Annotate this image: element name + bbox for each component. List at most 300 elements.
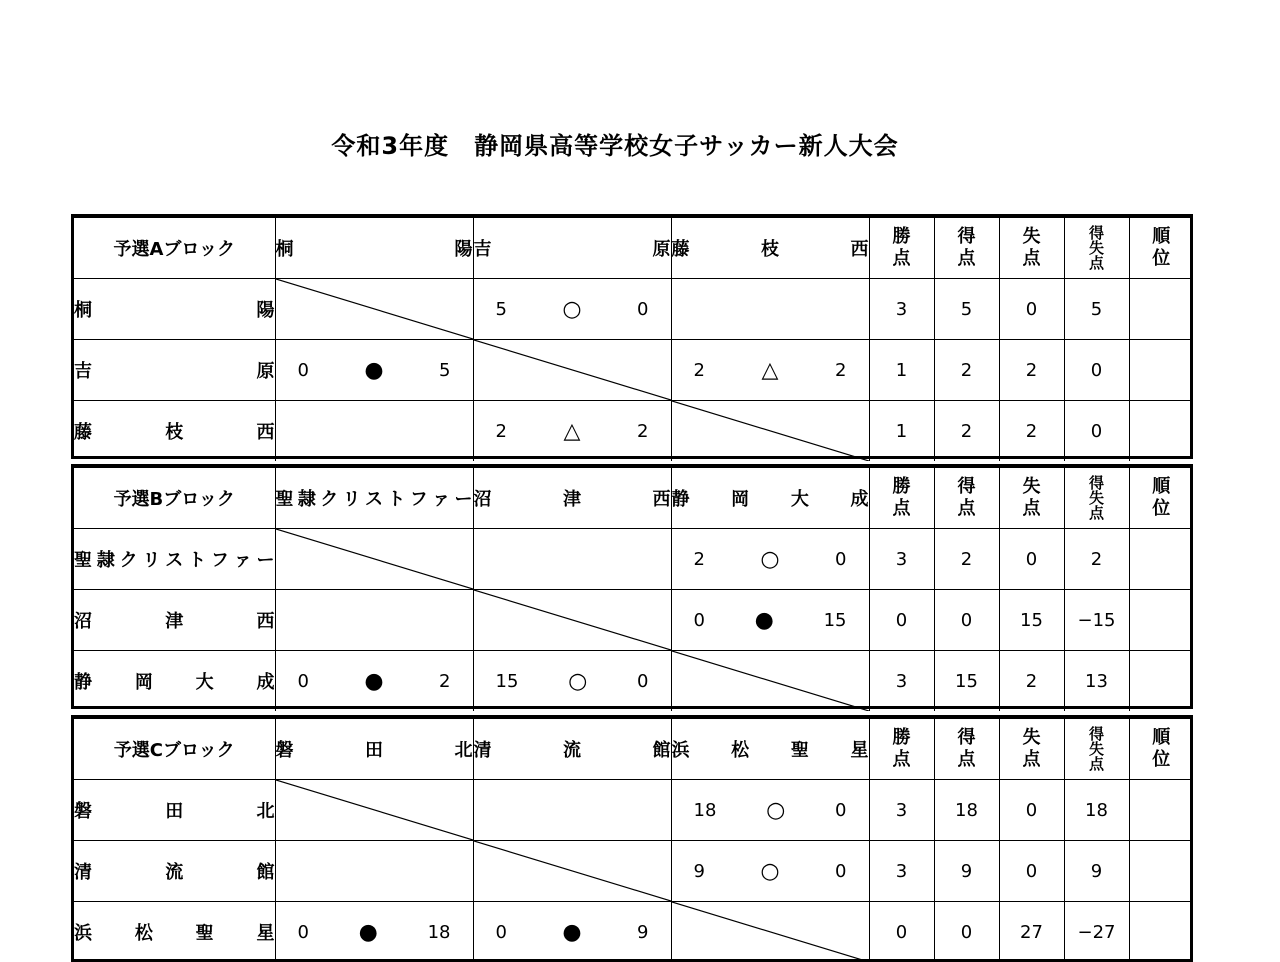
team-name [474, 235, 671, 261]
diagonal-line [672, 401, 869, 461]
stat-header-char: 得 [1088, 223, 1104, 242]
stat-gf: 9 [934, 841, 999, 902]
stat-header-points [869, 719, 934, 780]
match-result-cell [671, 529, 869, 590]
team-name-char: 磐 [74, 801, 92, 822]
stat-points: 3 [869, 841, 934, 902]
stat-gf: 2 [934, 529, 999, 590]
team-name [74, 357, 275, 383]
score-left: 2 [693, 548, 705, 570]
league-table [74, 467, 1193, 711]
self-match-cell [671, 651, 869, 712]
score-left: 2 [495, 420, 507, 442]
stat-header-rank [1129, 218, 1193, 279]
team-cell [74, 401, 275, 462]
stat-header-char: 勝 [892, 476, 911, 497]
team-name-char: リ [142, 550, 161, 571]
stat-points: 3 [869, 651, 934, 712]
diagonal-line [672, 651, 869, 711]
team-name [276, 736, 473, 762]
stat-ga: 2 [999, 401, 1064, 462]
stat-header-char: 点 [892, 498, 911, 519]
stat-header-char: 順 [1152, 226, 1171, 247]
result-symbol: ● [358, 919, 378, 945]
self-match-cell [671, 401, 869, 462]
team-name [74, 797, 275, 823]
stat-rank [1129, 401, 1193, 462]
team-name-char: 成 [256, 672, 275, 693]
self-match-cell [275, 780, 473, 841]
self-match-cell [275, 529, 473, 590]
team-name-char: ス [365, 489, 383, 510]
empty-cell [275, 590, 473, 651]
stat-points: 0 [869, 590, 934, 651]
table-row [74, 279, 1193, 340]
match-result [276, 669, 473, 694]
opponent-header [671, 218, 869, 279]
stat-gd: 13 [1064, 651, 1129, 712]
stat-header-goals_for [934, 468, 999, 529]
score-right: 15 [823, 609, 847, 631]
stat-header-goal_diff [1064, 468, 1129, 529]
table-row [74, 902, 1193, 962]
team-name-char: 吉 [473, 239, 492, 260]
opponent-header [275, 468, 473, 529]
team-name-char: 聖 [74, 550, 92, 571]
stat-ga: 0 [999, 841, 1064, 902]
team-name-char: ァ [233, 550, 252, 571]
stat-rank [1129, 902, 1193, 962]
stat-ga: 0 [999, 529, 1064, 590]
stat-rank [1129, 590, 1193, 651]
match-result-cell [473, 651, 671, 712]
stat-gd: 5 [1064, 279, 1129, 340]
score-right: 2 [439, 670, 451, 692]
score-right: 0 [637, 670, 649, 692]
team-name [276, 235, 473, 261]
team-cell [74, 841, 275, 902]
match-result [672, 608, 869, 633]
team-name-char: 松 [731, 740, 750, 761]
result-symbol: ● [364, 668, 384, 694]
score-left: 0 [297, 921, 309, 943]
team-name-char: 静 [74, 672, 92, 693]
team-name-char: 津 [563, 489, 581, 510]
team-name-char: ク [119, 550, 138, 571]
opponent-header [275, 719, 473, 780]
opponent-header [275, 218, 473, 279]
team-name-char: ト [188, 550, 207, 571]
team-name-char: 西 [256, 611, 275, 632]
team-name [672, 736, 869, 762]
score-right: 0 [637, 298, 649, 320]
match-result [672, 547, 869, 572]
self-match-cell [275, 279, 473, 340]
team-name-char: 枝 [761, 239, 779, 260]
stat-header-char: 点 [957, 498, 976, 519]
team-name-char: 磐 [275, 740, 294, 761]
score-right: 2 [835, 359, 847, 381]
result-symbol: ● [754, 607, 774, 633]
table-row [74, 780, 1193, 841]
team-name-char: ト [387, 489, 406, 510]
diagonal-line [276, 279, 473, 339]
score-right: 0 [835, 860, 847, 882]
stat-gd: 0 [1064, 401, 1129, 462]
team-name-char: 聖 [790, 740, 809, 761]
match-result [276, 358, 473, 383]
score-left: 0 [693, 609, 705, 631]
stat-rank [1129, 651, 1193, 712]
team-cell [74, 651, 275, 712]
team-name-char: 沼 [473, 489, 492, 510]
score-left: 0 [297, 359, 309, 381]
result-symbol: ○ [562, 296, 582, 322]
team-name-char: 沼 [74, 611, 92, 632]
diagonal-line [276, 529, 473, 589]
empty-cell [275, 841, 473, 902]
score-left: 9 [693, 860, 705, 882]
stat-header-char: 点 [1022, 498, 1041, 519]
empty-cell [275, 401, 473, 462]
stat-ga: 0 [999, 279, 1064, 340]
team-name-char: 原 [256, 361, 275, 382]
team-name-char: 田 [165, 801, 184, 822]
block-b [71, 464, 1193, 709]
team-name-char: 原 [652, 239, 671, 260]
stat-gd: −15 [1064, 590, 1129, 651]
stat-header-char: 点 [1088, 253, 1104, 272]
stat-header-char: 点 [957, 749, 976, 770]
stat-gf: 2 [934, 401, 999, 462]
team-name-char: 聖 [275, 489, 294, 510]
team-name-char: 陽 [256, 300, 275, 321]
team-name [474, 485, 671, 511]
team-name-char: 陽 [454, 239, 473, 260]
score-right: 0 [835, 548, 847, 570]
stat-rank [1129, 529, 1193, 590]
match-result-cell [473, 401, 671, 462]
stat-ga: 2 [999, 651, 1064, 712]
stat-header-goals_against [999, 719, 1064, 780]
diagonal-line [474, 340, 671, 400]
stat-gd: 0 [1064, 340, 1129, 401]
match-result-cell [671, 590, 869, 651]
team-name-char: 田 [365, 740, 383, 761]
match-result-cell [275, 340, 473, 401]
team-cell [74, 780, 275, 841]
team-name [74, 296, 275, 322]
team-name-char: 西 [850, 239, 869, 260]
stat-gf: 5 [934, 279, 999, 340]
stat-header-rank [1129, 468, 1193, 529]
stat-header-goal_diff [1064, 218, 1129, 279]
stat-points: 1 [869, 340, 934, 401]
result-symbol: ○ [760, 858, 780, 884]
team-name-char: 成 [850, 489, 869, 510]
team-name-char: 北 [454, 740, 473, 761]
match-result [672, 859, 869, 884]
stat-header-char: 得 [957, 727, 976, 748]
team-name-char: ー [256, 550, 275, 571]
match-result [474, 297, 671, 322]
team-name [474, 736, 671, 762]
league-table [74, 718, 1193, 962]
stat-gd: 18 [1064, 780, 1129, 841]
score-right: 5 [439, 359, 451, 381]
stat-header-char: 失 [1022, 476, 1041, 497]
stat-header-char: 点 [892, 248, 911, 269]
stat-ga: 0 [999, 780, 1064, 841]
team-cell [74, 279, 275, 340]
score-right: 0 [835, 799, 847, 821]
result-symbol: ○ [568, 668, 588, 694]
empty-cell [473, 529, 671, 590]
score-right: 2 [637, 420, 649, 442]
team-name-char: 藤 [74, 422, 92, 443]
header-row [74, 468, 1193, 529]
stat-gd: −27 [1064, 902, 1129, 962]
stat-gf: 18 [934, 780, 999, 841]
team-name [74, 546, 275, 572]
team-name-char: 吉 [74, 361, 92, 382]
table-row [74, 340, 1193, 401]
team-name [74, 418, 275, 444]
stat-header-char: 位 [1152, 498, 1171, 519]
team-name-char: ク [320, 489, 339, 510]
diagonal-line [474, 841, 671, 901]
team-name-char: ァ [432, 489, 451, 510]
stat-gd: 2 [1064, 529, 1129, 590]
stat-header-char: 位 [1152, 248, 1171, 269]
stat-header-char: 位 [1152, 749, 1171, 770]
team-name-char: 浜 [74, 923, 92, 944]
match-result-cell [275, 651, 473, 712]
table-row [74, 401, 1193, 462]
result-symbol: ● [562, 919, 582, 945]
team-name-char: 聖 [195, 923, 214, 944]
team-name-char: 岡 [731, 489, 750, 510]
team-name-char: 浜 [671, 740, 690, 761]
team-name-char: 清 [74, 862, 92, 883]
self-match-cell [473, 841, 671, 902]
team-name-char: 北 [256, 801, 275, 822]
stat-points: 3 [869, 780, 934, 841]
stat-header-char: 失 [1022, 226, 1041, 247]
stat-header-char: 点 [1022, 248, 1041, 269]
team-name [74, 919, 275, 945]
opponent-header [473, 468, 671, 529]
block-name: 予選Aブロック [74, 218, 275, 279]
match-result-cell [473, 902, 671, 962]
self-match-cell [473, 340, 671, 401]
team-name-char: 桐 [74, 300, 92, 321]
stat-rank [1129, 340, 1193, 401]
block-a [71, 214, 1193, 459]
stat-header-char: 失 [1022, 727, 1041, 748]
stat-header-goals_for [934, 218, 999, 279]
result-symbol: △ [761, 357, 779, 383]
match-result [474, 920, 671, 945]
stat-rank [1129, 279, 1193, 340]
header-row [74, 218, 1193, 279]
team-name-char: 隷 [96, 550, 115, 571]
stat-points: 3 [869, 529, 934, 590]
stat-rank [1129, 780, 1193, 841]
diagonal-line [672, 902, 869, 962]
stat-points: 1 [869, 401, 934, 462]
team-cell [74, 529, 275, 590]
block-c [71, 715, 1193, 962]
team-name-char: フ [409, 489, 428, 510]
team-name [276, 485, 473, 511]
team-name-char: 大 [790, 489, 809, 510]
stat-points: 0 [869, 902, 934, 962]
stat-header-points [869, 218, 934, 279]
stat-gf: 15 [934, 651, 999, 712]
team-name-char: 岡 [134, 672, 153, 693]
league-table [74, 217, 1193, 461]
stat-header-goal_diff [1064, 719, 1129, 780]
team-cell [74, 590, 275, 651]
team-name-char: リ [342, 489, 361, 510]
match-result-cell [275, 902, 473, 962]
page-title: 令和3年度 静岡県高等学校女子サッカー新人大会 [331, 132, 899, 160]
team-name-char: 館 [256, 862, 275, 883]
stat-gd: 9 [1064, 841, 1129, 902]
team-name-char: 流 [165, 862, 184, 883]
score-right: 9 [637, 921, 649, 943]
match-result-cell [671, 340, 869, 401]
score-left: 15 [495, 670, 519, 692]
empty-cell [473, 780, 671, 841]
match-result [672, 798, 869, 823]
team-name-char: 枝 [165, 422, 184, 443]
stat-header-char: 点 [1088, 754, 1104, 773]
team-name-char: 星 [256, 923, 275, 944]
stat-gf: 0 [934, 590, 999, 651]
team-name-char: 星 [850, 740, 869, 761]
team-name [74, 858, 275, 884]
stat-header-char: 得 [1088, 724, 1104, 743]
table-row [74, 590, 1193, 651]
team-name [672, 235, 869, 261]
stat-header-char: 失 [1088, 488, 1104, 507]
team-name-char: 隷 [297, 489, 316, 510]
match-result [672, 358, 869, 383]
stat-gf: 0 [934, 902, 999, 962]
diagonal-line [276, 780, 473, 840]
diagonal-line [474, 590, 671, 650]
block-name: 予選Cブロック [74, 719, 275, 780]
opponent-header [671, 719, 869, 780]
team-name-char: ー [454, 489, 473, 510]
team-name [74, 607, 275, 633]
team-name-char: 静 [671, 489, 690, 510]
team-cell [74, 902, 275, 962]
team-name-char: 館 [652, 740, 671, 761]
stat-header-char: 失 [1088, 238, 1104, 257]
stat-header-char: 順 [1152, 476, 1171, 497]
stat-ga: 27 [999, 902, 1064, 962]
match-result-cell [671, 841, 869, 902]
team-cell [74, 340, 275, 401]
match-result-cell [473, 279, 671, 340]
header-row [74, 719, 1193, 780]
score-left: 0 [495, 921, 507, 943]
team-name-char: 大 [195, 672, 214, 693]
stat-rank [1129, 841, 1193, 902]
team-name-char: 松 [134, 923, 153, 944]
score-right: 18 [427, 921, 451, 943]
stat-header-char: 勝 [892, 727, 911, 748]
team-name [672, 485, 869, 511]
block-name: 予選Bブロック [74, 468, 275, 529]
stat-header-char: 点 [1022, 749, 1041, 770]
opponent-header [473, 218, 671, 279]
team-name-char: 津 [165, 611, 184, 632]
table-row [74, 651, 1193, 712]
self-match-cell [473, 590, 671, 651]
stat-header-char: 勝 [892, 226, 911, 247]
stat-header-char: 得 [957, 226, 976, 247]
stat-header-goals_against [999, 218, 1064, 279]
empty-cell [671, 279, 869, 340]
stat-header-goals_against [999, 468, 1064, 529]
stat-header-char: 失 [1088, 739, 1104, 758]
result-symbol: △ [563, 418, 581, 444]
table-row [74, 529, 1193, 590]
opponent-header [671, 468, 869, 529]
stat-ga: 15 [999, 590, 1064, 651]
stat-header-rank [1129, 719, 1193, 780]
stat-header-points [869, 468, 934, 529]
team-name-char: 清 [473, 740, 492, 761]
stat-header-char: 得 [1088, 473, 1104, 492]
match-result [474, 419, 671, 444]
match-result [474, 669, 671, 694]
table-row [74, 841, 1193, 902]
score-left: 18 [693, 799, 717, 821]
team-name-char: 桐 [275, 239, 294, 260]
stat-points: 3 [869, 279, 934, 340]
result-symbol: ○ [766, 797, 786, 823]
team-name-char: 西 [652, 489, 671, 510]
stat-header-char: 点 [957, 248, 976, 269]
team-name [74, 668, 275, 694]
match-result-cell [671, 780, 869, 841]
opponent-header [473, 719, 671, 780]
stat-header-char: 点 [1088, 503, 1104, 522]
stat-header-char: 順 [1152, 727, 1171, 748]
result-symbol: ● [364, 357, 384, 383]
match-result [276, 920, 473, 945]
score-left: 2 [693, 359, 705, 381]
stat-ga: 2 [999, 340, 1064, 401]
stat-header-char: 点 [892, 749, 911, 770]
team-name-char: 藤 [671, 239, 690, 260]
team-name-char: フ [210, 550, 229, 571]
score-left: 5 [495, 298, 507, 320]
team-name-char: ス [165, 550, 184, 571]
stat-header-goals_for [934, 719, 999, 780]
self-match-cell [671, 902, 869, 962]
team-name-char: 西 [256, 422, 275, 443]
score-left: 0 [297, 670, 309, 692]
result-symbol: ○ [760, 546, 780, 572]
team-name-char: 流 [563, 740, 581, 761]
stat-header-char: 得 [957, 476, 976, 497]
